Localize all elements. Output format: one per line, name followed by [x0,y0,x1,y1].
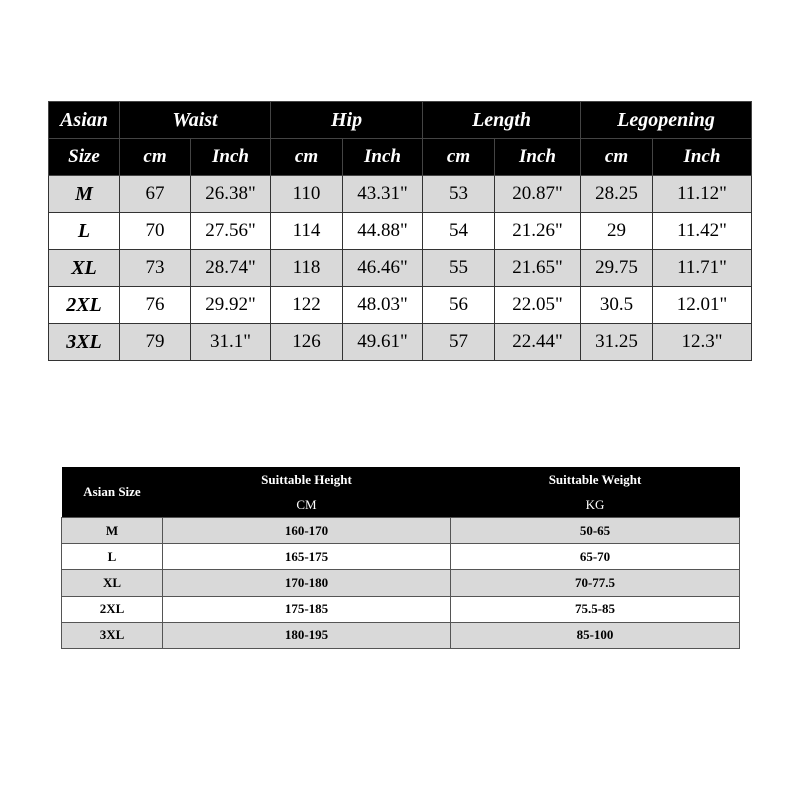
height-cell: 170-180 [163,570,451,596]
legopening-cm-cell: 29 [581,213,653,250]
table-row [62,570,740,596]
table-row [49,287,752,324]
size-cell: L [62,544,163,570]
table-row [49,176,752,213]
height-cell: 165-175 [163,544,451,570]
header-hip: Hip [271,102,423,139]
waist-inch-cell: 28.74" [191,250,271,287]
waist-cm-cell: 76 [120,287,191,324]
weight-cell: 65-70 [451,544,740,570]
table-row [62,544,740,570]
table-row [62,596,740,622]
size-cell: 2XL [62,596,163,622]
size-measurement-table [48,101,752,361]
header-legopening-cm: cm [581,139,653,176]
header-asian: Asian [49,102,120,139]
header-weight-unit: KG [451,492,740,518]
height-weight-table [61,467,740,649]
weight-cell: 75.5-85 [451,596,740,622]
weight-cell: 70-77.5 [451,570,740,596]
header-hip-inch: Inch [343,139,423,176]
table-row [62,518,740,544]
header-length-cm: cm [423,139,495,176]
header-waist-cm: cm [120,139,191,176]
length-cm-cell: 55 [423,250,495,287]
length-inch-cell: 21.26" [495,213,581,250]
hip-cm-cell: 118 [271,250,343,287]
hip-inch-cell: 43.31" [343,176,423,213]
header-suittable-height: Suittable Height [163,467,451,492]
length-cm-cell: 57 [423,324,495,361]
hip-cm-cell: 110 [271,176,343,213]
legopening-cm-cell: 28.25 [581,176,653,213]
header-row-1 [49,102,752,139]
height-cell: 175-185 [163,596,451,622]
size-cell: L [49,213,120,250]
table-row [49,324,752,361]
size-cell: 3XL [62,622,163,648]
size-cell: M [62,518,163,544]
legopening-inch-cell: 11.71" [653,250,752,287]
hip-cm-cell: 114 [271,213,343,250]
length-cm-cell: 53 [423,176,495,213]
legopening-cm-cell: 31.25 [581,324,653,361]
hip-inch-cell: 48.03" [343,287,423,324]
table-row [62,622,740,648]
waist-cm-cell: 67 [120,176,191,213]
legopening-cm-cell: 30.5 [581,287,653,324]
length-inch-cell: 20.87" [495,176,581,213]
weight-cell: 85-100 [451,622,740,648]
header-height-unit: CM [163,492,451,518]
header-legopening: Legopening [581,102,752,139]
height-cell: 160-170 [163,518,451,544]
length-inch-cell: 22.44" [495,324,581,361]
length-cm-cell: 54 [423,213,495,250]
table-row [49,213,752,250]
hip-cm-cell: 126 [271,324,343,361]
header-waist: Waist [120,102,271,139]
waist-inch-cell: 31.1" [191,324,271,361]
header-length-inch: Inch [495,139,581,176]
waist-cm-cell: 70 [120,213,191,250]
length-inch-cell: 22.05" [495,287,581,324]
size-cell: 3XL [49,324,120,361]
table-row [49,250,752,287]
legopening-cm-cell: 29.75 [581,250,653,287]
size-cell: M [49,176,120,213]
legopening-inch-cell: 12.3" [653,324,752,361]
header-row-2 [62,492,740,518]
size-cell: 2XL [49,287,120,324]
header-legopening-inch: Inch [653,139,752,176]
header-size: Size [49,139,120,176]
waist-inch-cell: 26.38" [191,176,271,213]
header-row-2 [49,139,752,176]
header-length: Length [423,102,581,139]
header-asian-size: Asian Size [62,467,163,518]
header-waist-inch: Inch [191,139,271,176]
legopening-inch-cell: 12.01" [653,287,752,324]
hip-inch-cell: 46.46" [343,250,423,287]
hip-cm-cell: 122 [271,287,343,324]
waist-cm-cell: 73 [120,250,191,287]
waist-inch-cell: 27.56" [191,213,271,250]
height-cell: 180-195 [163,622,451,648]
weight-cell: 50-65 [451,518,740,544]
hip-inch-cell: 49.61" [343,324,423,361]
legopening-inch-cell: 11.12" [653,176,752,213]
header-row-1 [62,467,740,492]
header-hip-cm: cm [271,139,343,176]
header-suittable-weight: Suittable Weight [451,467,740,492]
hip-inch-cell: 44.88" [343,213,423,250]
size-cell: XL [62,570,163,596]
length-inch-cell: 21.65" [495,250,581,287]
length-cm-cell: 56 [423,287,495,324]
size-cell: XL [49,250,120,287]
legopening-inch-cell: 11.42" [653,213,752,250]
waist-inch-cell: 29.92" [191,287,271,324]
waist-cm-cell: 79 [120,324,191,361]
